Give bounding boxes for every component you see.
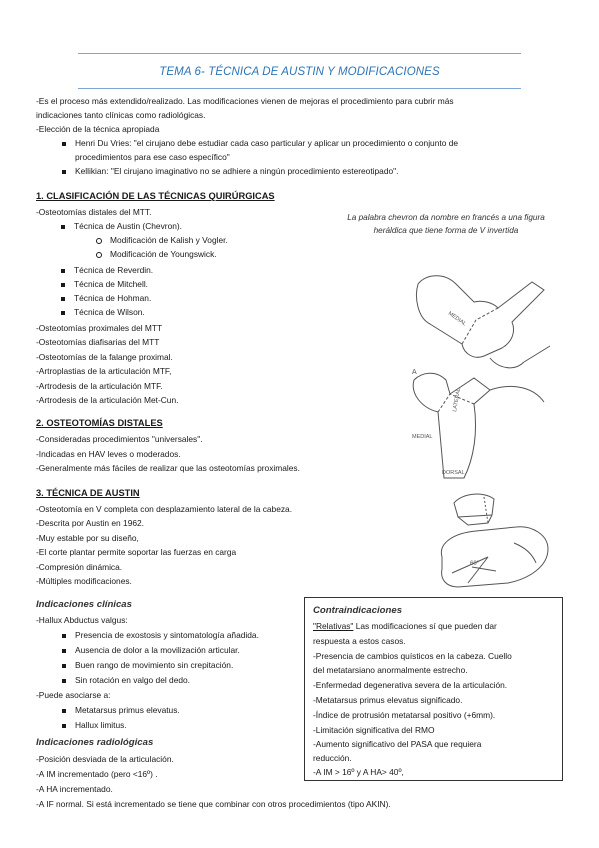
figure-label-a: A	[412, 369, 417, 376]
chevron-osteotomy-figure	[404, 262, 554, 490]
contra-line-1	[313, 620, 497, 634]
figure-label-angle: 60°	[470, 561, 480, 567]
s1-item: -Osteotomías distales del MTT.	[36, 207, 152, 217]
clinical-bullet: Ausencia de dolor a la movilización articular.	[75, 644, 240, 658]
contra-line: -Metatarsus primus elevatus significado.	[313, 695, 463, 705]
page-title: TEMA 6- TÉCNICA DE AUSTIN Y MODIFICACIONES	[159, 66, 440, 78]
contra-line: -Limitación significativa del RMO	[313, 725, 435, 735]
s3-line: -Compresión dinámica.	[36, 562, 123, 572]
contra-line: reducción.	[313, 753, 352, 763]
clinical-line: -Puede asociarse a:	[36, 690, 111, 700]
contra-line: -Aumento significativo del PASA que requiera	[313, 739, 482, 749]
radiological-line: -A IF normal. Si está incrementado se tiene que combinar con otros procedimientos (tipo AKIN).	[36, 799, 391, 809]
clinical-bullet: Sin rotación en valgo del dedo.	[75, 674, 190, 688]
contraindications-heading: Contraindicaciones	[313, 605, 403, 616]
clinical-bullet: Presencia de exostosis y sintomatología añadida.	[75, 629, 259, 643]
s1-item: Modificación de Kalish y Vogler.	[110, 234, 228, 248]
chevron-caption: La palabra chevron da nombre en francés a una figura heráldica que tiene forma de V invertida	[347, 213, 545, 235]
figure-label-dorsal: DORSAL	[442, 470, 465, 476]
contraindications-box	[304, 597, 563, 781]
radiological-line: -A IM incrementado (pero <16º) .	[36, 769, 158, 779]
title-rule-bottom	[78, 88, 521, 89]
title-rule-top	[78, 53, 521, 54]
clinical-bullet: Metatarsus primus elevatus.	[75, 704, 180, 718]
radiological-heading: Indicaciones radiológicas	[36, 737, 154, 748]
s1-item: -Osteotomías diafisarias del MTT	[36, 337, 160, 347]
radiological-line: -A HA incrementado.	[36, 784, 113, 794]
intro-line-1: -Es el proceso más extendido/realizado. Las modificaciones vienen de mejoras el procedimiento para cubrir más	[36, 96, 454, 106]
section-1-heading: 1. CLASIFICACIÓN DE LAS TÉCNICAS QUIRÚRGICAS	[36, 191, 275, 201]
s1-item: Técnica de Hohman.	[74, 292, 151, 306]
figure-label-medial-top: MEDIAL	[446, 310, 468, 328]
s3-line: -Descrita por Austin en 1962.	[36, 518, 145, 528]
contra-line: -A IM > 16º y A HA> 40º,	[313, 767, 404, 777]
relativas-label: "Relativas"	[313, 621, 354, 631]
s1-item: Técnica de Reverdin.	[74, 264, 153, 278]
intro-bullet-2: Kellikian: "El cirujano imaginativo no se adhiere a ningún procedimiento estereotipado".	[75, 165, 398, 179]
s1-item: Modificación de Youngswick.	[110, 248, 217, 262]
intro-bullet-1b: procedimientos para ese caso específico"	[75, 152, 230, 162]
section-3-heading: 3. TÉCNICA DE AUSTIN	[36, 488, 140, 498]
austin-osteotomy-figure	[428, 487, 560, 595]
s1-item: -Artrodesis de la articulación MTF.	[36, 381, 163, 391]
s1-item: Técnica de Wilson.	[74, 306, 145, 320]
clinical-bullet: Hallux limitus.	[75, 719, 127, 733]
contra-line: -Presencia de cambios quísticos en la cabeza. Cuello	[313, 651, 512, 661]
clinical-heading: Indicaciones clínicas	[36, 599, 132, 610]
contra-line: -Índice de protrusión metatarsal positivo (+6mm).	[313, 710, 496, 720]
figure-label-medial: MEDIAL	[412, 434, 433, 440]
s2-line: -Consideradas procedimientos "universales".	[36, 434, 203, 444]
intro-line-3: -Elección de la técnica apropiada	[36, 124, 160, 134]
s2-line: -Indicadas en HAV leves o moderados.	[36, 449, 181, 459]
s2-line: -Generalmente más fáciles de realizar que las osteotomías proximales.	[36, 463, 300, 473]
clinical-line: -Hallux Abductus valgus:	[36, 615, 128, 625]
s1-item: -Artroplastias de la articulación MTF,	[36, 366, 172, 376]
s1-item: -Artrodesis de la articulación Met-Cun.	[36, 395, 179, 405]
intro-bullet-1a: Henri Du Vries: "el cirujano debe estudiar cada caso particular y aplicar un procedimiento o conjunto de	[75, 137, 458, 151]
contra-line-1-text: Las modificaciones sí que pueden dar	[353, 621, 497, 631]
s3-line: -Osteotomía en V completa con desplazamiento lateral de la cabeza.	[36, 504, 293, 514]
s1-item: -Osteotomías proximales del MTT	[36, 323, 163, 333]
contra-line: -Enfermedad degenerativa severa de la articulación.	[313, 680, 508, 690]
figure-label-lateral: LATERAL	[452, 387, 463, 413]
s1-item: -Osteotomías de la falange proximal.	[36, 352, 173, 362]
contra-line: respuesta a estos casos.	[313, 636, 406, 646]
s3-line: -Múltiples modificaciones.	[36, 576, 132, 586]
s1-item: Técnica de Austin (Chevron).	[74, 220, 182, 234]
section-2-heading: 2. OSTEOTOMÍAS DISTALES	[36, 418, 163, 428]
clinical-bullet: Buen rango de movimiento sin crepitación.	[75, 659, 233, 673]
s3-line: -El corte plantar permite soportar las fuerzas en carga	[36, 547, 237, 557]
s1-item: Técnica de Mitchell.	[74, 278, 148, 292]
contra-line: del metatarsiano anormalmente estrecho.	[313, 665, 468, 675]
intro-line-2: indicaciones tanto clínicas como radiológicas.	[36, 110, 206, 120]
radiological-line: -Posición desviada de la articulación.	[36, 754, 174, 764]
s3-line: -Muy estable por su diseño,	[36, 533, 139, 543]
